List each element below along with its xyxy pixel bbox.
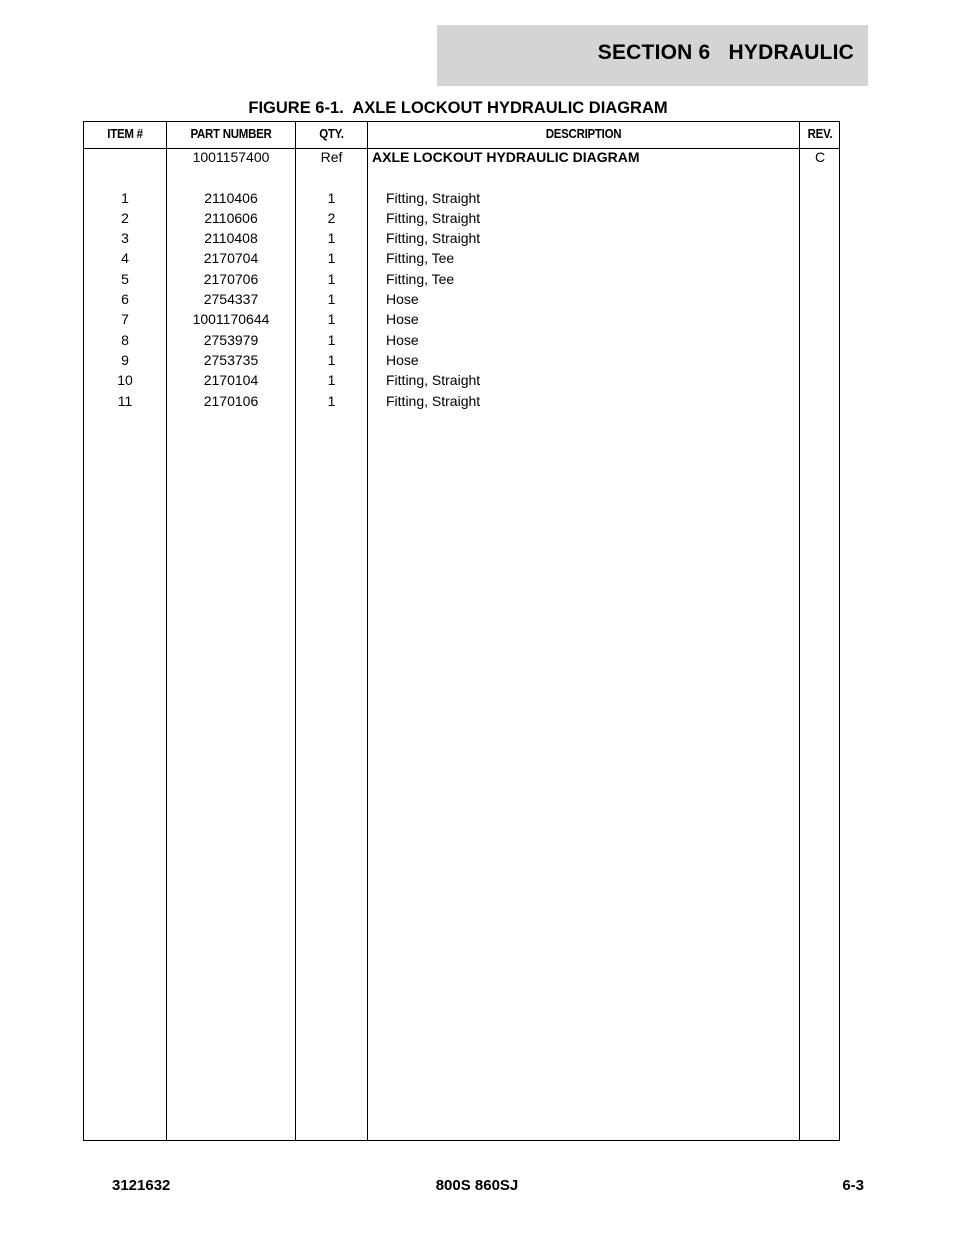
part-number: 2170104	[203, 372, 259, 389]
header-part-number: PART NUMBER	[190, 127, 272, 141]
part-number: 2110606	[204, 209, 258, 226]
quantity: 1	[327, 372, 336, 389]
description: Fitting, Tee	[386, 250, 455, 267]
footer-model: 800S 860SJ	[435, 1177, 519, 1194]
quantity: 1	[327, 250, 336, 267]
item-number: 2	[121, 209, 129, 226]
item-number: 6	[121, 291, 129, 307]
header-description: DESCRIPTION	[545, 127, 622, 141]
footer-doc-number: 3121632	[112, 1177, 171, 1194]
quantity: 1	[327, 331, 336, 348]
description: Fitting, Straight	[386, 230, 481, 247]
revision: C	[814, 149, 826, 165]
description: Hose	[386, 351, 419, 368]
description: Fitting, Straight	[386, 189, 481, 206]
part-number: 2170706	[203, 270, 259, 287]
quantity: 1	[327, 189, 336, 206]
header-item: ITEM #	[107, 127, 143, 141]
table-row	[84, 289, 839, 309]
description: AXLE LOCKOUT HYDRAULIC DIAGRAM	[372, 149, 640, 165]
part-number: 1001170644	[192, 311, 270, 328]
table-row	[84, 330, 839, 350]
figure-title: FIGURE 6-1. AXLE LOCKOUT HYDRAULIC DIAGRAM	[248, 99, 668, 117]
table-row	[84, 350, 839, 370]
part-number: 2753979	[203, 331, 259, 348]
quantity: 1	[327, 270, 336, 287]
item-number: 10	[117, 372, 133, 389]
item-number: 5	[121, 270, 129, 287]
part-number: 2754337	[203, 291, 259, 307]
part-number: 2753735	[203, 351, 259, 368]
item-number: 3	[121, 230, 129, 247]
quantity: 1	[327, 351, 336, 368]
quantity: 1	[327, 392, 336, 409]
table-row	[84, 391, 839, 411]
section-banner	[437, 25, 868, 86]
reference-row	[84, 147, 839, 167]
part-number: 2110406	[204, 189, 258, 206]
quantity: 1	[327, 291, 336, 307]
description: Fitting, Straight	[386, 392, 481, 409]
item-number: 4	[121, 250, 129, 267]
part-number: 2170704	[203, 250, 259, 267]
part-number: 1001157400	[192, 149, 270, 165]
table-row	[84, 248, 839, 268]
item-number: 7	[121, 311, 129, 328]
parts-table	[83, 121, 840, 1141]
quantity: 1	[327, 311, 336, 328]
description: Fitting, Straight	[386, 209, 481, 226]
table-row	[84, 309, 839, 329]
table-row	[84, 370, 839, 390]
footer-page-number: 6-3	[842, 1177, 864, 1194]
section-title: SECTION 6 HYDRAULIC	[597, 41, 854, 64]
table-row	[84, 269, 839, 289]
item-number: 1	[121, 189, 129, 206]
table-row	[84, 208, 839, 228]
table-row	[84, 188, 839, 208]
description: Fitting, Tee	[386, 270, 455, 287]
quantity: Ref	[320, 149, 343, 165]
quantity: 2	[327, 209, 336, 226]
part-number: 2110408	[204, 230, 258, 247]
description: Hose	[386, 291, 419, 307]
description: Hose	[386, 331, 419, 348]
header-qty: QTY.	[319, 127, 344, 141]
description: Hose	[386, 311, 419, 328]
header-rev: REV.	[807, 127, 833, 141]
item-number: 8	[121, 331, 129, 348]
quantity: 1	[327, 230, 336, 247]
table-row	[84, 228, 839, 248]
item-number: 9	[121, 351, 129, 368]
item-number: 11	[117, 392, 133, 409]
description: Fitting, Straight	[386, 372, 481, 389]
part-number: 2170106	[203, 392, 259, 409]
